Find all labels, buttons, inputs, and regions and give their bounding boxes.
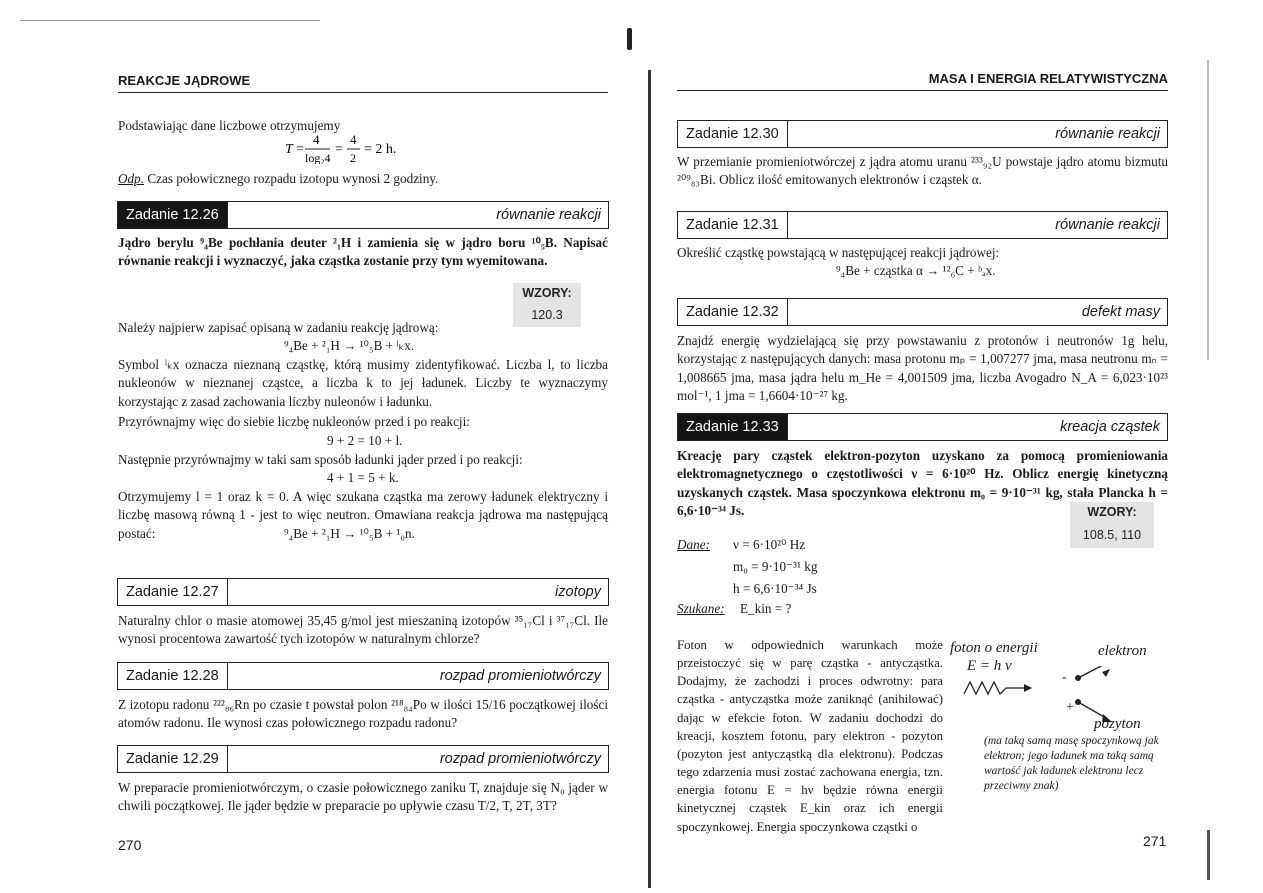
formula-T — [285, 134, 445, 169]
task-12-31-category: równanie reakcji — [1055, 217, 1160, 233]
left-page-number: 270 — [118, 837, 142, 853]
task-12-26-category: równanie reakcji — [496, 207, 601, 223]
task-12-33-header — [677, 413, 1168, 441]
task-12-27-category: izotopy — [555, 584, 601, 600]
task-12-26-eq2: 9 + 2 = 10 + l. — [327, 433, 403, 448]
odp-line — [118, 170, 438, 188]
svg-text:log₂4: log₂4 — [305, 151, 331, 164]
task-12-33-category: kreacja cząstek — [1060, 419, 1160, 435]
task-12-31-header — [677, 211, 1168, 239]
task-12-32-text: Znajdź energię wydzielającą się przy powstawaniu z protonów i neutronów 1g helu, korzystając z następujących danych: masa protonu mₚ = 1,007277 jma, masa neutronu mₙ = 1,008665 jma, masa jądra helu m_He = 4,001509 jma, liczba Avogadro N_A = 6,023·10²³ mol⁻¹, 1 jma = 1,6604·10⁻²⁷ kg. — [677, 333, 1168, 404]
svg-text:T: T — [285, 142, 293, 157]
wzory-label-1: WZORY: — [522, 286, 572, 300]
task-12-29-header — [117, 745, 609, 773]
task-12-26-eq4: ⁹₄Be + ²₁H → ¹⁰₅B + ¹₀n. — [284, 526, 415, 541]
task-12-26-eq1: ⁹₄Be + ²₁H → ¹⁰₅B + ˡₖx. — [284, 338, 415, 353]
right-edge-artifact-bottom — [1207, 830, 1210, 880]
task-12-30-text: W przemianie promieniotwórczej z jądra atomu uranu ²³³₉₂U powstaje jądro atomu bizmutu ²⁰⁹₈₃Bi. Oblicz ilość emitowanych elektronów i cząstek α. — [677, 154, 1168, 188]
svg-text:4: 4 — [350, 134, 357, 147]
task-12-32-header — [677, 298, 1168, 326]
task-12-33-label: Zadanie 12.33 — [678, 414, 788, 440]
task-12-26-p1: Należy najpierw zapisać opisaną w zadaniu reakcję jądrową: — [118, 320, 439, 335]
task-12-26-p5: Otrzymujemy l = 1 oraz k = 0. A więc szukana cząstka ma zerowy ładunek elektryczny i liczbę masową równą 1 - jest to więc neutron. Omawiana reakcja jądrowa ma następującą postać: — [118, 489, 608, 541]
task-12-33-body: Foton w odpowiednich warunkach może przeistoczyć się w parę cząstka - antycząstka. Dodajmy, że zachodzi i proces odwrotny: para cząstka - antycząstka może zaniknąć (anihilować) dając w efekcie foton. W zadaniu dochodzi do kreacji, kosztem fotonu, pary elektron - pozyton (pozyton jest antycząstką dla elektronu). Podczas tego zdarzenia musi zostać zachowana energia, tzn. energia fotonu E = hν będzie równa energii kinetycznej cząstek E_kin oraz ich energii spoczynkowej. Energia spoczynkowa cząstki o — [677, 638, 943, 834]
task-12-29-category: rozpad promieniotwórczy — [439, 751, 601, 767]
task-12-26-statement: Jądro berylu ⁹₄Be pochłania deuter ²₁H i zamienia się w jądro boru ¹⁰₅B. Napisać równanie reakcji i wyznaczyć, jaka cząstka zostanie przy tym wyemitowana. — [118, 235, 608, 269]
right-edge-artifact — [1207, 60, 1209, 360]
task-12-31-text: Określić cząstkę powstającą w następującej reakcji jądrowej: — [677, 245, 1000, 260]
right-page-header: MASA I ENERGIA RELATYWISTYCZNA — [928, 71, 1168, 86]
svg-text:=: = — [296, 142, 304, 157]
wzory-value-1: 120.3 — [531, 307, 563, 322]
task-12-28-text: Z izotopu radonu ²²²₈₆Rn po czasie t powstał polon ²¹⁸₈₄Po w ilości 15/16 początkowej ilości atomów radonu. Ile wynosi czas połowicznego rozpadu radonu? — [118, 697, 608, 731]
odp-label: Odp. — [118, 171, 145, 186]
dane-nu: ν = 6·10²⁰ Hz — [733, 537, 806, 552]
task-12-30-category: równanie reakcji — [1055, 126, 1160, 142]
wzory-box-2 — [1070, 502, 1154, 548]
dane-m0: m₀ = 9·10⁻³¹ kg — [733, 559, 818, 574]
fig-pozyton-label: pozyton — [1094, 716, 1141, 732]
task-12-26-header — [117, 201, 609, 229]
scan-artifact-mark — [627, 28, 632, 50]
task-12-28-header — [117, 662, 609, 690]
task-12-30-header — [677, 120, 1168, 148]
right-header-rule — [677, 90, 1168, 91]
dane-h: h = 6,6·10⁻³⁴ Js — [733, 581, 817, 596]
task-12-26-p4: Następnie przyrównajmy w taki sam sposób ładunki jąder przed i po reakcji: — [118, 452, 523, 467]
task-12-32-label: Zadanie 12.32 — [678, 299, 788, 325]
task-12-29-label: Zadanie 12.29 — [118, 746, 228, 772]
task-12-27-header — [117, 578, 609, 606]
task-12-26-eq3: 4 + 1 = 5 + k. — [327, 470, 399, 485]
formula-T-graphic — [285, 134, 445, 164]
svg-text:2: 2 — [350, 151, 356, 164]
fig-minus-sign: - — [1062, 670, 1067, 685]
wzory-box-1 — [513, 283, 581, 327]
fig-caption: (ma taką samą masę spoczynkową jak elektron; jego ładunek ma taką samą wartość jak ładunek elektronu lecz przeciwny znak) — [984, 735, 1159, 792]
photon-wave-icon — [962, 676, 1042, 700]
svg-text:4: 4 — [313, 134, 320, 147]
task-12-33-statement: Kreację pary cząstek elektron-pozyton uzyskano za pomocą promieniowania elektromagnetycznego o częstotliwości ν = 6·10²⁰ Hz. Oblicz energię kinetyczną uzyskanych cząstek. Masa spoczynkowa elektronu m₀ = 9·10⁻³¹ kg, stała Plancka h = 6,6·10⁻³⁴ Js. — [677, 448, 1168, 519]
task-12-28-label: Zadanie 12.28 — [118, 663, 228, 689]
task-12-28-category: rozpad promieniotwórczy — [439, 668, 601, 684]
task-12-31-label: Zadanie 12.31 — [678, 212, 788, 238]
wzory-value-2: 108.5, 110 — [1082, 527, 1142, 542]
szukane-value: E_kin = ? — [740, 601, 792, 616]
fig-energy-formula: E = h ν — [967, 658, 1012, 674]
odp-text: Czas połowicznego rozpadu izotopu wynosi 2 godziny. — [147, 171, 439, 186]
intro-text: Podstawiając dane liczbowe otrzymujemy — [118, 118, 341, 133]
left-header-rule — [118, 92, 608, 93]
task-12-30-label: Zadanie 12.30 — [678, 121, 788, 147]
left-page-header: REAKCJE JĄDROWE — [118, 73, 251, 88]
fig-elektron-label: elektron — [1098, 643, 1147, 659]
task-12-27-label: Zadanie 12.27 — [118, 579, 228, 605]
scan-artifact-line — [20, 20, 320, 21]
fig-plus-sign: + — [1066, 700, 1074, 715]
svg-text:=: = — [335, 142, 343, 157]
szukane-label: Szukane: — [677, 601, 725, 616]
task-12-31-eq: ⁹₄Be + cząstka α → ¹²₆C + ᵇₐx. — [836, 263, 996, 278]
svg-text:= 2 h.: = 2 h. — [364, 142, 397, 157]
task-12-27-text: Naturalny chlor o masie atomowej 35,45 g/mol jest mieszaniną izotopów ³⁵₁₇Cl i ³⁷₁₇Cl. Ile wynosi procentowa zawartość tych izotopów w naturalnym chlorze? — [118, 613, 608, 647]
wzory-label-2: WZORY: — [1087, 505, 1137, 519]
dane-label: Dane: — [677, 537, 710, 552]
right-page-number: 271 — [1143, 833, 1167, 849]
task-12-26-label: Zadanie 12.26 — [118, 202, 228, 228]
task-12-29-text: W preparacie promieniotwórczym, o czasie połowicznego zaniku T, znajduje się N₀ jąder w chwili początkowej. Ile jąder będzie w preparacie po upływie czasu T/2, T, 2T, 3T? — [118, 780, 608, 814]
task-12-32-category: defekt masy — [1081, 304, 1160, 320]
task-12-26-p3: Przyrównajmy więc do siebie liczbę nukleonów przed i po reakcji: — [118, 414, 470, 429]
task-12-26-p2: Symbol ˡₖx oznacza nieznaną cząstkę, którą musimy zidentyfikować. Liczba l, to liczba nukleonów w nieznanej cząstce, a liczba k to jej ładunek. Liczby te wyznaczymy korzystając z zasad zachowania liczby nuleonów i ładunku. — [118, 357, 608, 409]
book-gutter — [648, 70, 651, 888]
fig-foton-label: foton o energii — [950, 640, 1038, 656]
